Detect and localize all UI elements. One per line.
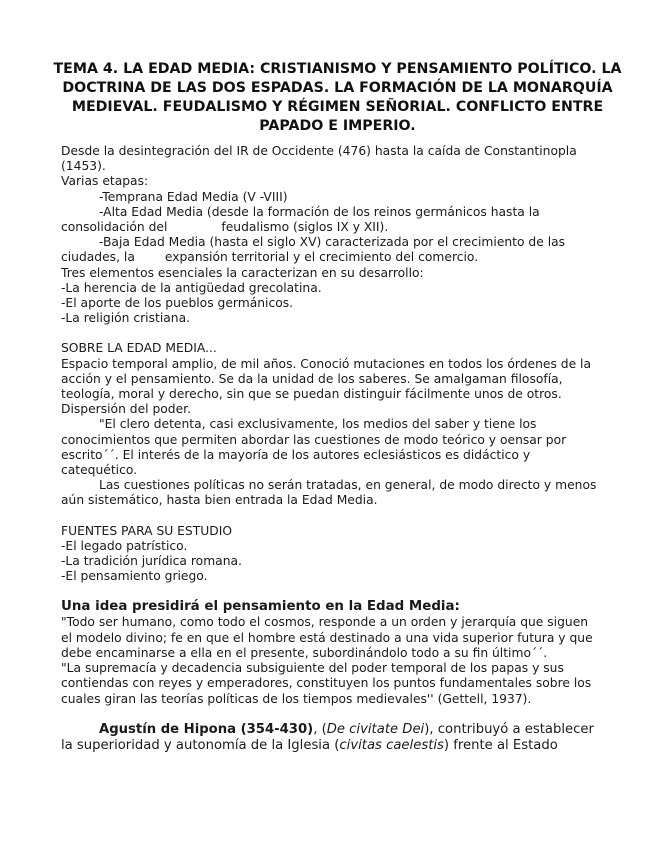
etapas-label: Varias etapas:	[61, 174, 149, 189]
fuente-1: -El legado patrístico.	[61, 538, 188, 553]
fuentes-heading: FUENTES PARA SU ESTUDIO	[61, 523, 233, 538]
intro-paragraph: Desde la desintegración del IR de Occidente (476) hasta la caída de Constantinopla (1453).	[61, 144, 577, 174]
idea-quote-2: "La supremacía y decadencia subsiguiente del poder temporal de los papas y sus contiendas con reyes y emperadores, constituyen los puntos fundamentales sobre los cuales giran las teorías políticas de los tiempos medievales'' (Gettell, 1937).	[61, 661, 592, 706]
tres-elementos: Tres elementos esenciales la caracterizan en su desarrollo:	[61, 265, 424, 280]
document-title: TEMA 4. LA EDAD MEDIA: CRISTIANISMO Y PENSAMIENTO POLÍTICO. LA DOCTRINA DE LAS DOS ESPADAS. LA FORMACIÓN DE LA MONARQUÍA MEDIEVAL. FEUDALISMO Y RÉGIMEN SEÑORIAL. CONFLICTO ENTRE PAPADO E IMPERIO.	[53, 61, 622, 134]
fuente-2: -La tradición jurídica romana.	[61, 554, 242, 569]
etapa-temprana: -Temprana Edad Media (V -VIII)	[99, 189, 288, 204]
idea-heading: Una idea presidirá el pensamiento en la Edad Media:	[61, 599, 460, 615]
agustin-sep-1: , (	[313, 721, 327, 737]
sobre-heading: SOBRE LA EDAD MEDIA...	[61, 341, 217, 356]
sobre-paragraph-1: Espacio temporal amplio, de mil años. Conoció mutaciones en todos los órdenes de la acción y el pensamiento. Se da la unidad de los saberes. Se amalgaman filosofía, teología, moral y derecho, sin que se puedan distinguir fácilmente unos de otros. Dispersión del poder.	[61, 356, 592, 417]
elemento-3: -La religión cristiana.	[61, 311, 191, 326]
etapa-baja	[61, 235, 601, 265]
agustin-sep-2: ), contribuyó a establecer la superioridad y autonomía de la Iglesia (	[61, 721, 594, 753]
elemento-1: -La herencia de la antigüedad grecolatina.	[61, 280, 322, 295]
etapa-alta-text-a: -Alta Edad Media (desde la formación de los reinos germánicos hasta la consolidación del	[61, 204, 540, 235]
agustin-paragraph	[61, 722, 601, 754]
fuente-3: -El pensamiento griego.	[61, 569, 208, 584]
agustin-term: civitas caelestis	[339, 737, 444, 753]
etapa-alta	[61, 205, 601, 235]
document-body	[61, 144, 601, 754]
idea-quote-1: "Todo ser humano, como todo el cosmos, responde a un orden y jerarquía que siguen el modelo divino; fe en que el hombre está destinado a una vida superior futura y que debe encaminarse a ella en el presente, subordinándolo todo a su fin último´´.	[61, 615, 593, 660]
elemento-2: -El aporte de los pueblos germánicos.	[61, 296, 294, 311]
agustin-name: Agustín de Hipona (354-430)	[99, 721, 314, 737]
sobre-paragraph-2: "El clero detenta, casi exclusivamente, los medios del saber y tiene los conocimientos que permiten abordar las cuestiones de modo teórico y oensar por escrito´´. El interés de la mayoría de los autores eclesiásticos es didáctico y catequético.	[61, 417, 567, 478]
etapa-baja-text-b: expansión territorial y el crecimiento del comercio.	[164, 250, 479, 265]
sobre-paragraph-3: Las cuestiones políticas no serán tratadas, en general, de modo directo y menos aún sistemático, hasta bien entrada la Edad Media.	[61, 478, 597, 508]
agustin-tail: ) frente al Estado	[443, 737, 558, 753]
agustin-work: De civitate Dei	[326, 721, 425, 737]
etapa-baja-text-a: -Baja Edad Media (hasta el siglo XV) caracterizada por el crecimiento de las ciudades, la	[61, 235, 566, 265]
etapa-alta-text-b: feudalismo (siglos IX y XII).	[221, 220, 389, 235]
